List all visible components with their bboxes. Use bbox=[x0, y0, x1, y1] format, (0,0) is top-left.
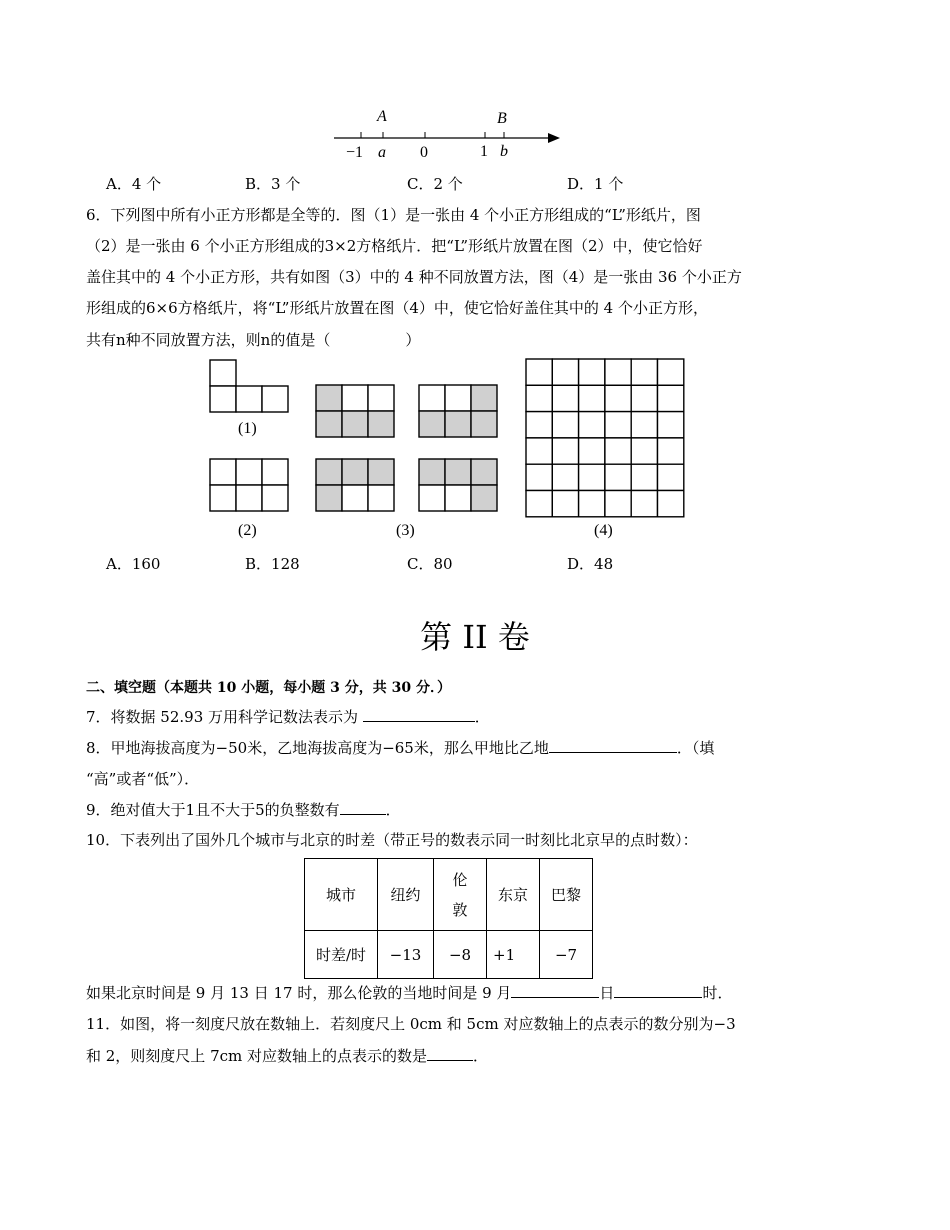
tick-label: a bbox=[378, 144, 386, 161]
grid-6x6-cell bbox=[579, 359, 605, 385]
q9-text: 9．绝对值大于1且不大于5的负整数有 bbox=[86, 801, 340, 819]
q8-text: 8．甲地海拔高度为−50米，乙地海拔高度为−65米，那么甲地比乙地 bbox=[86, 739, 549, 757]
grid-3x2-cell bbox=[236, 485, 262, 511]
grid-6x6-cell bbox=[552, 464, 578, 490]
figure-caption: (3) bbox=[396, 522, 415, 539]
grid-6x6-cell bbox=[631, 385, 657, 411]
placement-cell bbox=[471, 411, 497, 437]
table-cell: −13 bbox=[378, 931, 434, 979]
answer-blank[interactable] bbox=[363, 707, 475, 722]
q6-line: 盖住其中的 4 个小正方形，共有如图（3）中的 4 种不同放置方法，图（4）是一张由 36 个小正方 bbox=[86, 268, 742, 286]
grid-6x6-cell bbox=[658, 412, 684, 438]
placement-cell bbox=[342, 385, 368, 411]
l-shape-cell bbox=[236, 386, 262, 412]
grid-6x6-cell bbox=[605, 438, 631, 464]
placement-cell bbox=[342, 411, 368, 437]
placement-cell bbox=[316, 485, 342, 511]
option-c: C．2 个 bbox=[407, 175, 463, 193]
grid-6x6-cell bbox=[658, 491, 684, 517]
placement-cell bbox=[316, 385, 342, 411]
grid-3x2-cell bbox=[236, 459, 262, 485]
placement-cell bbox=[316, 459, 342, 485]
l-shape-cell bbox=[210, 386, 236, 412]
grid-6x6-cell bbox=[552, 491, 578, 517]
grid-6x6-cell bbox=[526, 412, 552, 438]
q8-end: ．（填 bbox=[676, 739, 715, 757]
placement-cell bbox=[419, 459, 445, 485]
table-cell: 时差/时 bbox=[305, 931, 378, 979]
answer-blank[interactable] bbox=[340, 800, 386, 815]
q10-question bbox=[86, 983, 732, 1003]
table-cell: −7 bbox=[540, 931, 593, 979]
number-line bbox=[334, 132, 560, 143]
grid-3x2-cell bbox=[210, 459, 236, 485]
q6-line: 形组成的6×6方格纸片，将“L”形纸片放置在图（4）中，使它恰好盖住其中的 4 个小正方形， bbox=[86, 299, 708, 317]
q7-end: ． bbox=[474, 708, 490, 726]
l-shape-cell bbox=[210, 360, 236, 386]
figure-caption: (1) bbox=[238, 420, 257, 437]
grid-6x6-cell bbox=[658, 359, 684, 385]
grid-6x6-cell bbox=[552, 412, 578, 438]
l-shape-cell bbox=[262, 386, 288, 412]
table-cell: +1 bbox=[487, 931, 540, 979]
q6-line: （2）是一张由 6 个小正方形组成的3×2方格纸片．把“L”形纸片放置在图（2）中，使它恰好 bbox=[86, 237, 703, 255]
option-b: B．128 bbox=[245, 555, 300, 573]
q6-line: 6．下列图中所有小正方形都是全等的．图（1）是一张由 4 个小正方形组成的“L”形纸片，图 bbox=[86, 206, 701, 224]
grid-6x6-cell bbox=[631, 438, 657, 464]
answer-blank-day[interactable] bbox=[511, 983, 599, 998]
placement-cell bbox=[445, 411, 471, 437]
grid-6x6-cell bbox=[579, 412, 605, 438]
tick-label: b bbox=[500, 143, 508, 160]
q10-end: 时． bbox=[702, 984, 733, 1002]
placement-cell bbox=[419, 411, 445, 437]
placement-cell bbox=[471, 485, 497, 511]
table-cell: 伦 敦 bbox=[434, 859, 487, 931]
q9-end: ． bbox=[385, 801, 401, 819]
placement-cell bbox=[445, 385, 471, 411]
q11-line1: 11．如图，将一刻度尺放在数轴上．若刻度尺上 0cm 和 5cm 对应数轴上的点表示的数分别为−3 bbox=[86, 1015, 736, 1033]
grid-6x6-cell bbox=[552, 359, 578, 385]
option-c: C．80 bbox=[407, 555, 453, 573]
placement-cell bbox=[368, 459, 394, 485]
grid-6x6-cell bbox=[658, 464, 684, 490]
grid-6x6-cell bbox=[552, 438, 578, 464]
answer-blank[interactable] bbox=[549, 738, 677, 753]
grid-6x6-cell bbox=[605, 464, 631, 490]
grid-6x6-cell bbox=[552, 385, 578, 411]
q11-end: ． bbox=[473, 1047, 489, 1065]
section-heading: 二、填空题（本题共 10 小题，每小题 3 分，共 30 分．） bbox=[86, 680, 451, 696]
arrow-head-icon bbox=[548, 133, 560, 143]
q11-line2: 和 2，则刻度尺上 7cm 对应数轴上的点表示的数是 bbox=[86, 1047, 428, 1065]
grid-6x6-cell bbox=[579, 464, 605, 490]
tick-label: 0 bbox=[420, 144, 428, 161]
question-7 bbox=[86, 707, 490, 727]
table-cell: 巴黎 bbox=[540, 859, 593, 931]
grid-3x2-cell bbox=[262, 485, 288, 511]
placement-cell bbox=[342, 485, 368, 511]
point-label-b: B bbox=[497, 110, 507, 127]
answer-blank[interactable] bbox=[427, 1046, 473, 1061]
grid-6x6-cell bbox=[526, 491, 552, 517]
grid-6x6-cell bbox=[605, 491, 631, 517]
placement-cell bbox=[419, 485, 445, 511]
grid-6x6-cell bbox=[631, 412, 657, 438]
option-d: D．1 个 bbox=[567, 175, 624, 193]
table-cell: 城市 bbox=[305, 859, 378, 931]
figure-caption: (4) bbox=[594, 522, 613, 539]
option-b: B．3 个 bbox=[245, 175, 301, 193]
grid-figures bbox=[210, 359, 684, 517]
tick-label: 1 bbox=[480, 143, 488, 160]
grid-3x2-cell bbox=[262, 459, 288, 485]
placement-cell bbox=[342, 459, 368, 485]
grid-6x6-cell bbox=[631, 359, 657, 385]
point-label-a: A bbox=[377, 108, 387, 125]
grid-6x6-cell bbox=[579, 438, 605, 464]
table-cell: −8 bbox=[434, 931, 487, 979]
placement-cell bbox=[445, 459, 471, 485]
figure-caption: (2) bbox=[238, 522, 257, 539]
question-8 bbox=[86, 738, 714, 758]
grid-6x6-cell bbox=[526, 464, 552, 490]
grid-6x6-cell bbox=[631, 491, 657, 517]
placement-cell bbox=[368, 385, 394, 411]
grid-6x6-cell bbox=[579, 491, 605, 517]
question-10: 10．下表列出了国外几个城市与北京的时差（带正号的数表示同一时刻比北京早的点时数）： bbox=[86, 831, 698, 849]
grid-6x6-cell bbox=[526, 359, 552, 385]
tick-label: −1 bbox=[346, 144, 364, 161]
grid-6x6-cell bbox=[631, 464, 657, 490]
section-title: 第 II 卷 bbox=[420, 618, 530, 656]
q10-after: 如果北京时间是 9 月 13 日 17 时，那么伦敦的当地时间是 9 月 bbox=[86, 984, 512, 1002]
time-difference-table bbox=[304, 858, 593, 979]
grid-6x6-cell bbox=[658, 385, 684, 411]
grid-6x6-cell bbox=[526, 438, 552, 464]
answer-blank-hour[interactable] bbox=[614, 983, 702, 998]
q6-line: 共有n种不同放置方法，则n的值是（ ） bbox=[86, 331, 421, 349]
q8-line2: “高”或者“低”）． bbox=[86, 770, 200, 788]
table-cell: 纽约 bbox=[378, 859, 434, 931]
question-11 bbox=[86, 1046, 488, 1066]
grid-3x2-cell bbox=[210, 485, 236, 511]
placement-cell bbox=[368, 485, 394, 511]
placement-cell bbox=[368, 411, 394, 437]
placement-cell bbox=[445, 485, 471, 511]
placement-cell bbox=[419, 385, 445, 411]
option-a: A．4 个 bbox=[106, 175, 162, 193]
placement-cell bbox=[471, 385, 497, 411]
grid-6x6-cell bbox=[605, 385, 631, 411]
table-cell: 东京 bbox=[487, 859, 540, 931]
q10-mid: 日 bbox=[599, 984, 615, 1002]
table-header-row bbox=[305, 859, 593, 931]
q7-text: 7．将数据 52.93 万用科学记数法表示为 bbox=[86, 708, 363, 726]
option-a: A．160 bbox=[106, 555, 161, 573]
placement-cell bbox=[316, 411, 342, 437]
question-9 bbox=[86, 800, 401, 820]
table-row bbox=[305, 931, 593, 979]
grid-6x6-cell bbox=[579, 385, 605, 411]
grid-6x6-cell bbox=[605, 359, 631, 385]
grid-6x6-cell bbox=[658, 438, 684, 464]
grid-6x6-cell bbox=[605, 412, 631, 438]
grid-6x6-cell bbox=[526, 385, 552, 411]
placement-cell bbox=[471, 459, 497, 485]
option-d: D．48 bbox=[567, 555, 614, 573]
